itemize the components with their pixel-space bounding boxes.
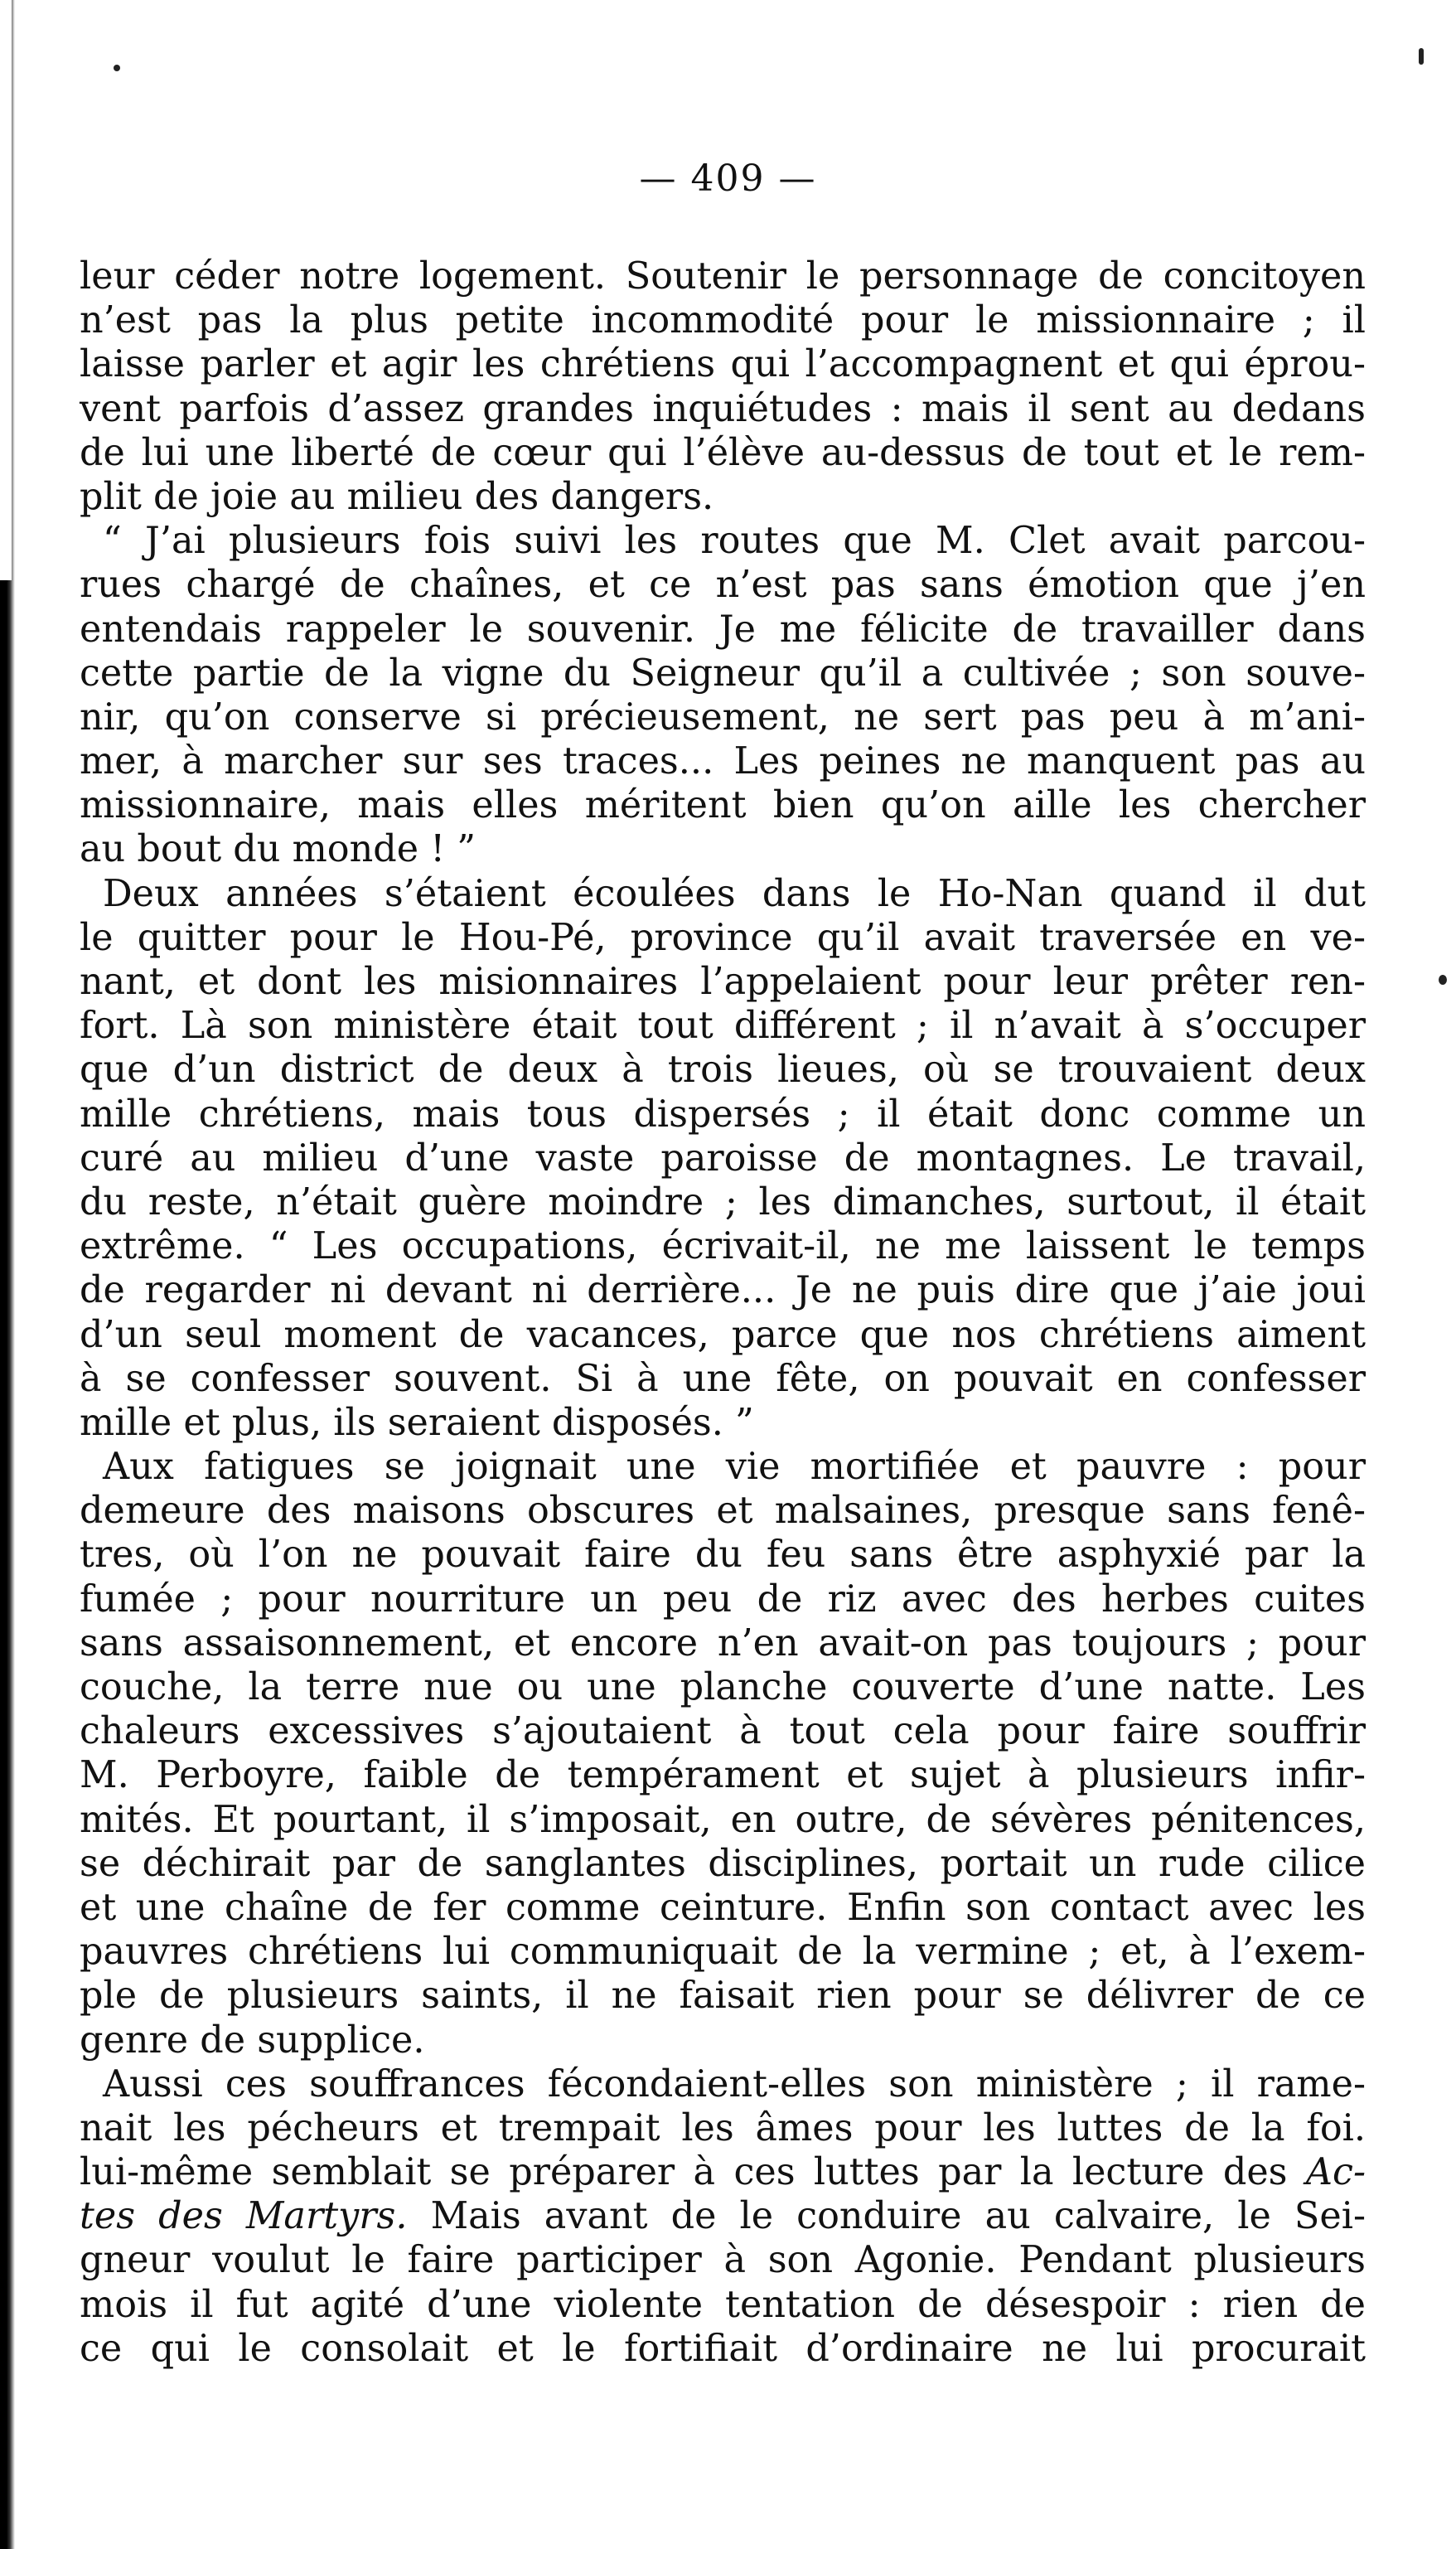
text-line: M. Perboyre, faible de tempérament et sujet à plusieurs infir- (80, 1754, 1366, 1797)
text-line: mille chrétiens, mais tous dispersés ; il était donc comme un (80, 1093, 1366, 1136)
text-line: nant, et dont les misionnaires l’appelaient pour leur prêter ren- (80, 961, 1366, 1003)
text-line: Aux fatigues se joignait une vie mortifiée et pauvre : pour (103, 1446, 1366, 1489)
text-line: demeure des maisons obscures et malsaines, presque sans fenê- (80, 1490, 1366, 1533)
text-line: ple de plusieurs saints, il ne faisait rien pour se délivrer de ce (80, 1975, 1366, 2018)
text-line: que d’un district de deux à trois lieues, où se trouvaient deux (80, 1049, 1366, 1092)
text-line: entendais rappeler le souvenir. Je me félicite de travailler dans (80, 608, 1366, 651)
text-line-rest: Mais avant de le conduire au calvaire, le Sei- (407, 2195, 1366, 2238)
text-line: nir, qu’on conserve si précieusement, ne sert pas peu à m’ani- (80, 695, 1366, 739)
scan-speck (114, 65, 120, 71)
text-line: mille et plus, ils seraient disposés. ” (80, 1401, 754, 1444)
text-line: Deux années s’étaient écoulées dans le Ho-Nan quand il dut (103, 872, 1366, 915)
text-line-with-italic (80, 2150, 1366, 2194)
text-line: au bout du monde ! ” (80, 828, 476, 871)
text-line: fumée ; pour nourriture un peu de riz avec des herbes cuites (80, 1577, 1366, 1621)
text-line: gneur voulut le faire participer à son Agonie. Pendant plusieurs (80, 2239, 1366, 2282)
text-line: de regarder ni devant ni derrière... Je ne puis dire que j’aie joui (80, 1269, 1366, 1312)
text-line: curé au milieu d’une vaste paroisse de montagnes. Le travail, (80, 1136, 1366, 1180)
text-line: ce qui le consolait et le fortifiait d’ordinaire ne lui procurait (80, 2327, 1366, 2370)
text-line: tres, où l’on ne pouvait faire du feu sans être asphyxié par la (80, 1534, 1366, 1577)
text-line: missionnaire, mais elles méritent bien qu’on aille les chercher (80, 784, 1366, 827)
text-line: laisse parler et agir les chrétiens qui l’accompagnent et qui éprou- (80, 343, 1366, 386)
text-line: cette partie de la vigne du Seigneur qu’il a cultivée ; son souve- (80, 652, 1366, 695)
text-line: fort. Là son ministère était tout différent ; il n’avait à s’occuper (80, 1005, 1366, 1048)
text-line: et une chaîne de fer comme ceinture. Enfin son contact avec les (80, 1886, 1366, 1929)
text-line: à se confesser souvent. Si à une fête, on pouvait en confesser (80, 1357, 1366, 1400)
text-line: “ J’ai plusieurs fois suivi les routes que M. Clet avait parcou- (103, 520, 1366, 563)
text-line: mités. Et pourtant, il s’imposait, en outre, de sévères pénitences, (80, 1798, 1366, 1841)
text-line: pauvres chrétiens lui communiquait de la vermine ; et, à l’exem- (80, 1931, 1366, 1974)
text-line: plit de joie au milieu des dangers. (80, 475, 714, 518)
scan-speck (1439, 975, 1447, 985)
text-line-with-italic (80, 2194, 1366, 2238)
italic-fragment: tes des Martyrs. (80, 2195, 408, 2238)
text-line: genre de supplice. (80, 2018, 425, 2062)
text-line: du reste, n’était guère moindre ; les dimanches, surtout, il était (80, 1180, 1366, 1224)
text-line: Aussi ces souffrances fécondaient-elles son ministère ; il rame- (103, 2062, 1366, 2106)
text-line: mois il fut agité d’une violente tentation de désespoir : rien de (80, 2283, 1366, 2326)
text-line: couche, la terre nue ou une planche couverte d’une natte. Les (80, 1666, 1366, 1708)
text-line: d’un seul moment de vacances, parce que nos chrétiens aiment (80, 1313, 1366, 1356)
text-line: leur céder notre logement. Soutenir le personnage de concitoyen (80, 255, 1366, 298)
text-line: vent parfois d’assez grandes inquiétudes : mais il sent au dedans (80, 387, 1366, 430)
scan-speck (1419, 48, 1424, 65)
body-text (80, 254, 1366, 2371)
text-line: rues chargé de chaînes, et ce n’est pas sans émotion que j’en (80, 564, 1366, 607)
text-line-start: lui-même semblait se préparer à ces luttes par la lecture des (80, 2151, 1288, 2194)
text-line: extrême. “ Les occupations, écrivait-il, ne me laissent le temps (80, 1225, 1366, 1268)
text-line: nait les pécheurs et trempait les âmes pour les luttes de la foi. (80, 2106, 1366, 2149)
binding-shadow-gap (0, 0, 12, 580)
text-line: sans assaisonnement, et encore n’en avait-on pas toujours ; pour (80, 1621, 1366, 1665)
text-line: chaleurs excessives s’ajoutaient à tout cela pour faire souffrir (80, 1710, 1366, 1753)
italic-fragment: Ac- (1305, 2151, 1367, 2194)
page-number: — 409 — (639, 157, 817, 200)
text-line: de lui une liberté de cœur qui l’élève au-dessus de tout et le rem- (80, 431, 1366, 474)
text-line: mer, à marcher sur ses traces... Les peines ne manquent pas au (80, 740, 1366, 783)
text-line: se déchirait par de sanglantes disciplines, portait un rude cilice (80, 1842, 1366, 1885)
text-line: le quitter pour le Hou-Pé, province qu’il avait traversée en ve- (80, 916, 1366, 959)
text-line: n’est pas la plus petite incommodité pour le missionnaire ; il (80, 299, 1366, 342)
